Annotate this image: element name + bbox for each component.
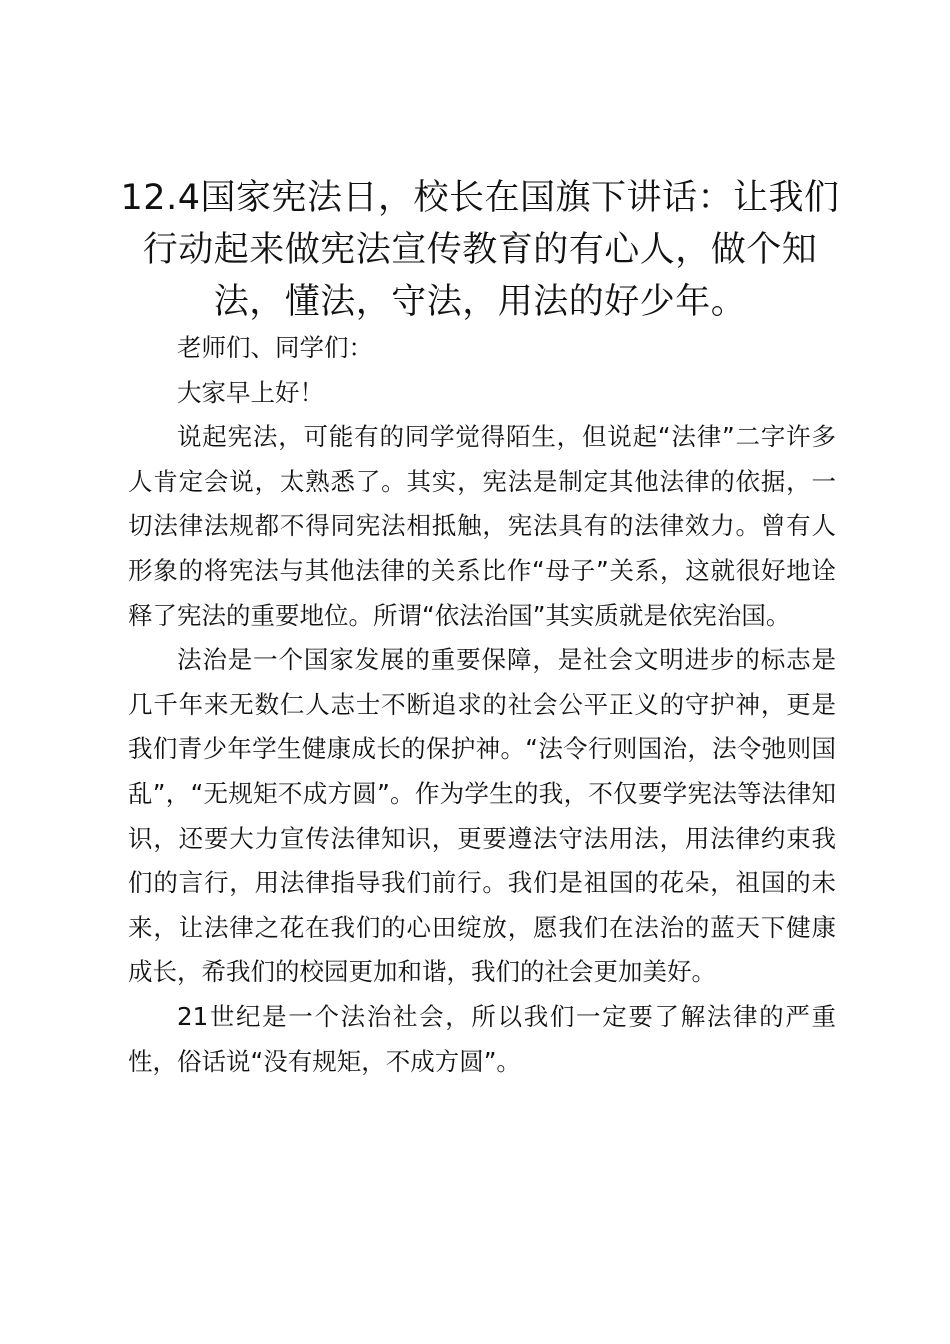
greeting-paragraph: 老师们、同学们： <box>177 333 373 362</box>
document-body <box>128 326 836 1084</box>
document-title: 12.4国家宪法日，校长在国旗下讲话：让我们行动起来做宪法宣传教育的有心人，做个知法，懂法，守法，用法的好少年。 <box>120 178 840 322</box>
body-paragraph: 21世纪是一个法治社会，所以我们一定要了解法律的严重性，俗话说“没有规矩，不成方圆”。 <box>128 1001 836 1076</box>
salutation-paragraph: 大家早上好！ <box>177 377 324 407</box>
body-paragraph: 法治是一个国家发展的重要保障，是社会文明进步的标志是几千年来无数仁人志士不断追求的社会公平正义的守护神，更是我们青少年学生健康成长的保护神。“法令行则国治，法令弛则国乱”，“无规矩不成方圆”。作为学生的我，不仅要学宪法等法律知识，还要大力宣传法律知识，更要遵法守法用法，用法律约束我们的言行，用法律指导我们前行。我们是祖国的花朵，祖国的未来，让法律之花在我们的心田绽放，愿我们在法治的蓝天下健康成长，希我们的校园更加和谐，我们的社会更加美好。 <box>128 645 836 987</box>
body-paragraph: 说起宪法，可能有的同学觉得陌生，但说起“法律”二字许多人肯定会说，太熟悉了。其实，宪法是制定其他法律的依据，一切法律法规都不得同宪法相抵触，宪法具有的法律效力。曾有人形象的将宪法与其他法律的关系比作“母子”关系，这就很好地诠释了宪法的重要地位。所谓“依法治国”其实质就是依宪治国。 <box>128 422 836 630</box>
